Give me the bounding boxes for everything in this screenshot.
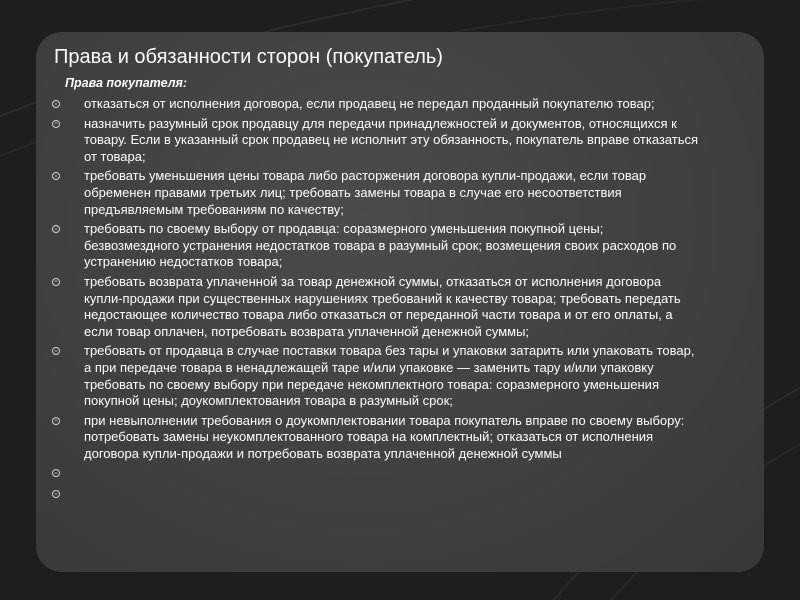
list-item-text: назначить разумный срок продавцу для передачи принадлежностей и документов, относящихся к товару. Если в указанный срок продавец не исполнит эту обязанность, покупатель вправе отказаться от товара;	[84, 115, 699, 164]
hollow-circle-icon	[52, 490, 60, 498]
list-item	[52, 221, 702, 271]
empty-list-item	[52, 465, 702, 482]
list-item	[52, 274, 702, 340]
bullet-list	[52, 96, 702, 507]
hollow-circle-icon	[52, 469, 60, 477]
list-item	[52, 96, 702, 113]
hollow-circle-icon	[52, 120, 60, 128]
list-item-text: требовать по своему выбору от продавца: соразмерного уменьшения покупной цены; безвозмездного устранения недостатков товара в разумный срок; возмещения своих расходов по устранению недостатков товара;	[84, 221, 677, 270]
list-item	[52, 168, 702, 218]
slide-title: Права и обязанности сторон (покупатель)	[54, 46, 443, 68]
list-item	[52, 413, 702, 463]
list-item	[52, 116, 702, 166]
hollow-circle-icon	[52, 417, 60, 425]
hollow-circle-icon	[52, 347, 60, 355]
hollow-circle-icon	[52, 225, 60, 233]
empty-list-item	[52, 486, 702, 503]
hollow-circle-icon	[52, 100, 60, 108]
subheading: Права покупателя:	[65, 76, 188, 90]
list-item-text: требовать уменьшения цены товара либо расторжения договора купли-продажи, если товар обременен правами третьих лиц; требовать замены товара в случае его несоответствия предъявляемым требованиям по качеству;	[84, 168, 647, 217]
list-item-text: требовать от продавца в случае поставки товара без тары и упаковки затарить или упаковать товар, а при передаче товара в ненадлежащей таре и/или упаковке — заменить тару и/или упаковку требовать по своему выбору при передаче некомплектного товара: соразмерного уменьшения покупной цены; доукомплектования товара в разумный срок;	[84, 343, 695, 409]
hollow-circle-icon	[52, 278, 60, 286]
list-item-text: требовать возврата уплаченной за товар денежной суммы, отказаться от исполнения договора купли-продажи при существенных нарушениях требований к качеству товара; требовать передать недостающее количество товара либо отказаться от переданной части товара и от его оплаты, а если товар оплачен, потребовать возврата уплаченной денежной суммы;	[84, 273, 681, 339]
list-item-text: отказаться от исполнения договора, если продавец не передал проданный покупателю товар;	[84, 96, 655, 111]
hollow-circle-icon	[52, 172, 60, 180]
list-item	[52, 343, 702, 409]
list-item-text: при невыполнении требования о доукомплектовании товара покупатель вправе по своему выбору: потребовать замены неукомплектованного товара на комплектный; отказаться от исполнения договора купли-продажи и потребовать возврата уплаченной денежной суммы	[84, 412, 685, 461]
